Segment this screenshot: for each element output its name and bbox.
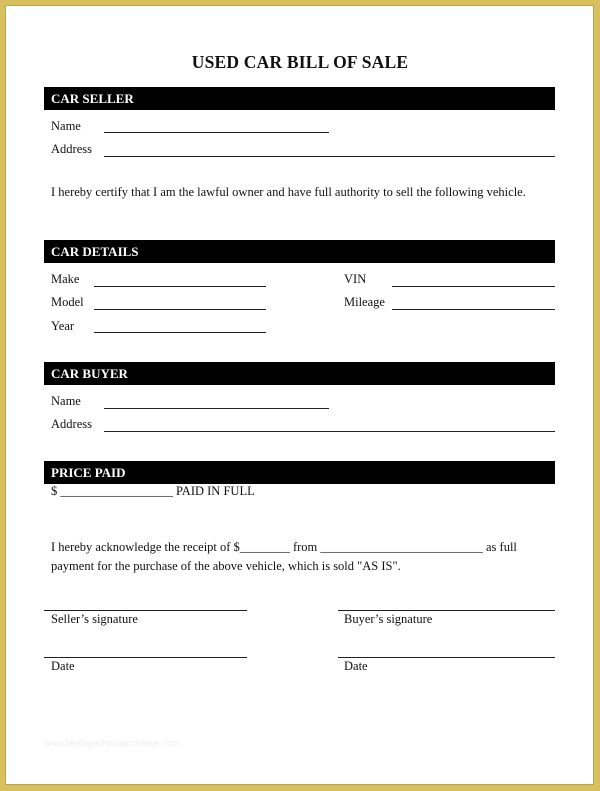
acknowledge-text-a: I hereby acknowledge the receipt of $ <box>51 540 240 554</box>
seller-date-label: Date <box>51 659 75 673</box>
seller-date-field[interactable] <box>44 657 247 658</box>
document-title: USED CAR BILL OF SALE <box>191 52 409 72</box>
model-label: Model <box>51 295 84 309</box>
mileage-field[interactable] <box>392 309 555 310</box>
vin-label: VIN <box>344 272 367 286</box>
watermark: www.heritagechristiancollege.com <box>44 738 180 748</box>
buyer-date-field[interactable] <box>338 657 555 658</box>
buyer-signature-field[interactable] <box>338 610 555 611</box>
section-header-car-details: CAR DETAILS <box>44 240 555 263</box>
acknowledge-text-b: from <box>289 540 321 554</box>
seller-address-field[interactable] <box>104 156 555 157</box>
seller-certify-text: I hereby certify that I am the lawful owner and have full authority to sell the following vehicle. <box>51 185 526 199</box>
acknowledge-line-1 <box>51 538 561 557</box>
receipt-amount-field[interactable]: ________ <box>239 540 290 554</box>
make-field[interactable] <box>94 286 266 287</box>
mileage-label: Mileage <box>344 295 385 309</box>
form-page <box>5 5 594 785</box>
section-header-car-buyer: CAR BUYER <box>44 362 555 385</box>
buyer-address-field[interactable] <box>104 431 555 432</box>
model-field[interactable] <box>94 309 266 310</box>
paid-in-full-text: PAID IN FULL <box>176 484 255 498</box>
vin-field[interactable] <box>392 286 555 287</box>
payer-name-field[interactable]: __________________________ <box>320 540 483 554</box>
buyer-name-label: Name <box>51 394 81 408</box>
price-amount-field[interactable]: __________________ <box>60 484 173 498</box>
make-label: Make <box>51 272 80 286</box>
buyer-date-label: Date <box>344 659 368 673</box>
currency-symbol: $ <box>51 484 58 498</box>
acknowledge-text-c: as full <box>482 540 517 554</box>
year-label: Year <box>51 319 75 333</box>
buyer-name-field[interactable] <box>104 408 329 409</box>
seller-signature-field[interactable] <box>44 610 247 611</box>
acknowledge-line-2: payment for the purchase of the above vehicle, which is sold "AS IS". <box>51 559 401 573</box>
year-field[interactable] <box>94 332 266 333</box>
section-header-car-seller: CAR SELLER <box>44 87 555 110</box>
seller-name-field[interactable] <box>104 132 329 133</box>
seller-signature-label: Seller’s signature <box>51 612 138 626</box>
price-paid-line <box>51 484 255 499</box>
buyer-signature-label: Buyer’s signature <box>344 612 433 626</box>
buyer-address-label: Address <box>51 417 92 431</box>
seller-address-label: Address <box>51 142 92 156</box>
section-header-price-paid: PRICE PAID <box>44 461 555 484</box>
seller-name-label: Name <box>51 119 81 133</box>
acknowledge-paragraph <box>51 538 561 576</box>
